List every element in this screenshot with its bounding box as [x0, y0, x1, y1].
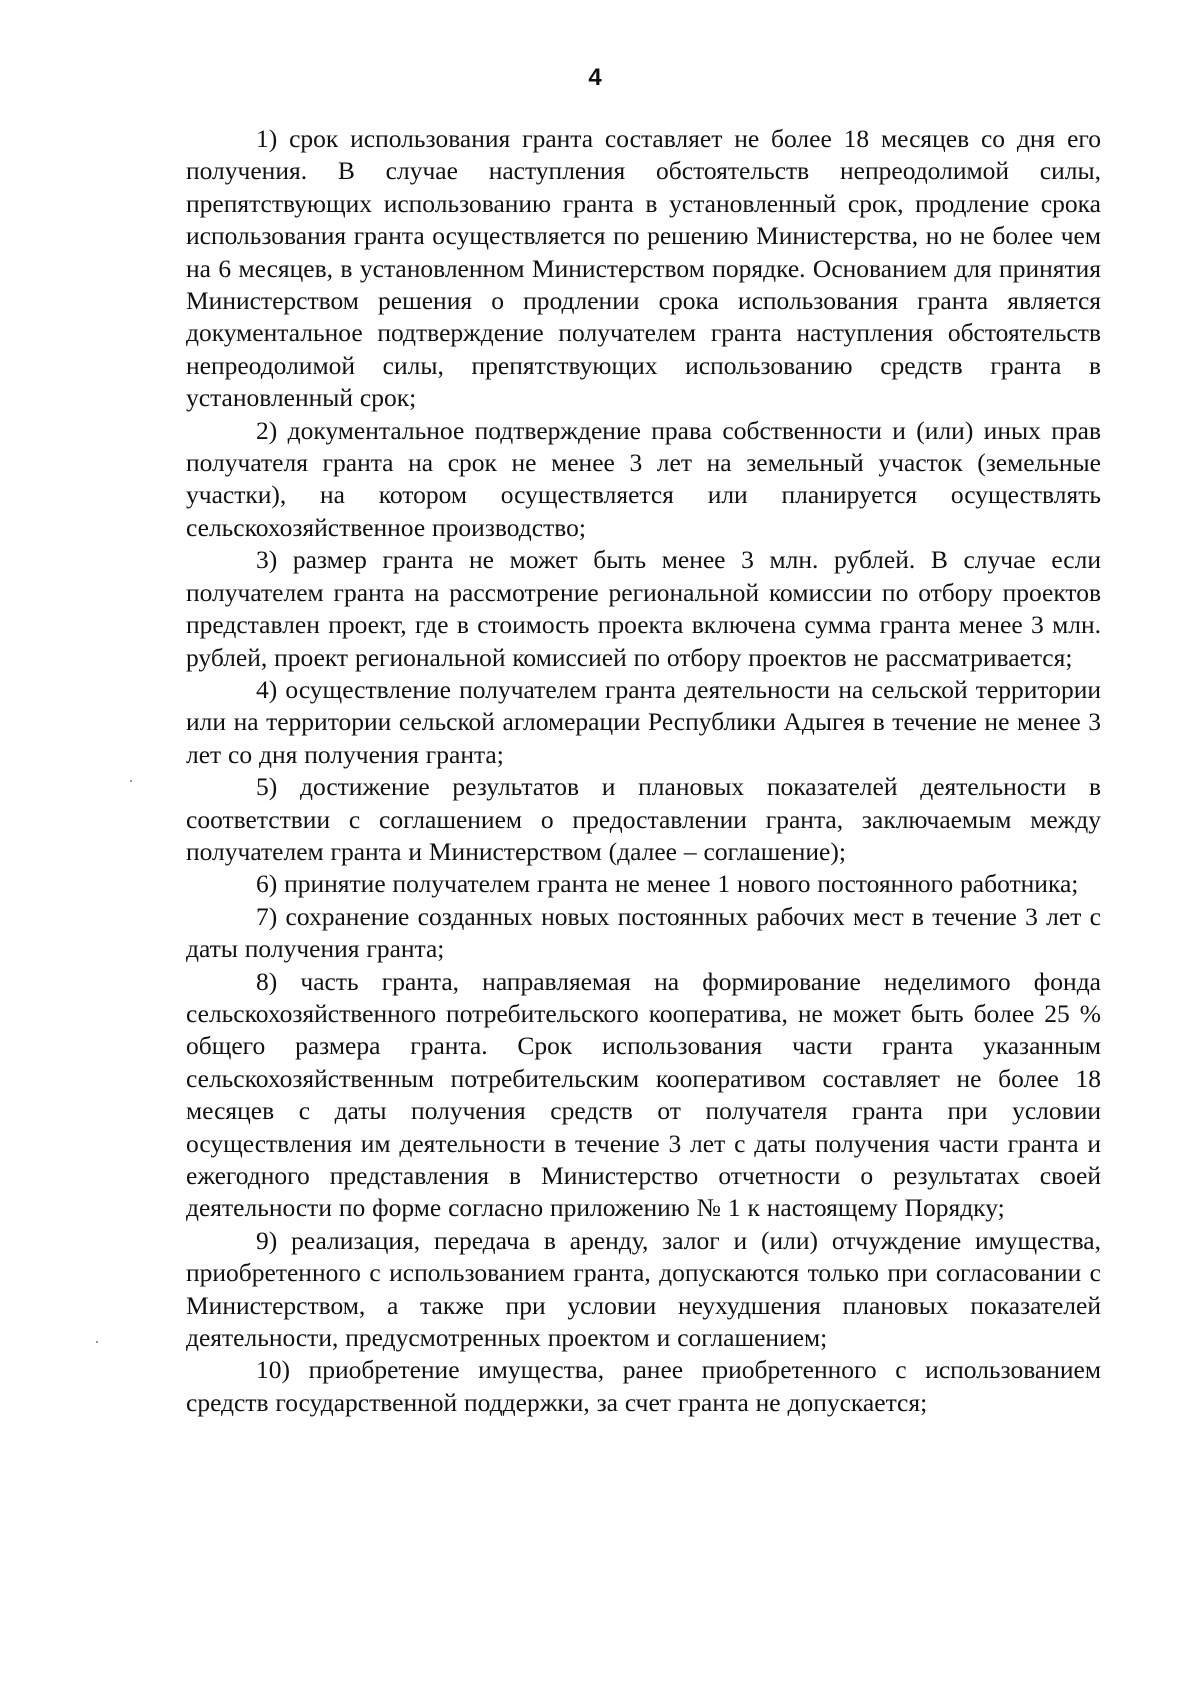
- list-item-4: 4) осуществление получателем гранта деятельности на сельской территории или на территории сельской агломерации Республики Адыгея в течение не менее 3 лет со дня получения гранта;: [186, 674, 1101, 769]
- list-item-10: 10) приобретение имущества, ранее приобретенного с использованием средств государственной поддержки, за счет гранта не допускается;: [186, 1355, 1101, 1417]
- page-number: 4: [588, 64, 602, 91]
- list-item-5: 5) достижение результатов и плановых показателей деятельности в соответствии с соглашением о предоставлении гранта, заключаемым между получателем гранта и Министерством (далее – соглашение);: [186, 772, 1101, 866]
- list-item-9: 9) реализация, передача в аренду, залог и (или) отчуждение имущества, приобретенного с использованием гранта, допускаются только при согласовании с Министерством, а также при условии неухудшения плановых показателей деятельности, предусмотренных проектом и соглашением;: [186, 1225, 1101, 1353]
- list-item-2: 2) документальное подтверждение права собственности и (или) иных прав получателя гранта на срок не менее 3 лет на земельный участок (земельные участки), на котором осуществляется или планируется осуществлять сельскохозяйственное производство;: [186, 415, 1101, 542]
- list-item-1: 1) срок использования гранта составляет не более 18 месяцев со дня его получения. В случае наступления обстоятельств непреодолимой силы, препятствующих использованию гранта в установленный срок, продление срока использования гранта осуществляется по решению Министерства, но не более чем на 6 месяцев, в установленном Министерством порядке. Основанием для принятия Министерством решения о продлении срока использования гранта является документальное подтверждение получателем гранта наступления обстоятельств непреодолимой силы, препятствующих использованию средств гранта в установленный срок;: [186, 124, 1101, 413]
- list-item-3: 3) размер гранта не может быть менее 3 млн. рублей. В случае если получателем гранта на рассмотрение региональной комиссии по отбору проектов представлен проект, где в стоимость проекта включена сумма гранта менее 3 млн. рублей, проект региональной комиссией по отбору проектов не рассматривается;: [186, 545, 1101, 672]
- list-item-7: 7) сохранение созданных новых постоянных рабочих мест в течение 3 лет с даты получения гранта;: [186, 901, 1101, 964]
- document-body: [186, 123, 1101, 1419]
- scan-speck: [96, 1341, 98, 1343]
- list-item-8: 8) часть гранта, направляемая на формирование неделимого фонда сельскохозяйственного потребительского кооператива, не может быть более 25 % общего размера гранта. Срок использования части гранта указанным сельскохозяйственным потребительским кооперативом составляет не более 18 месяцев с даты получения средств от получателя гранта при условии осуществления им деятельности в течение 3 лет с даты получения части гранта и ежегодного представления в Министерство отчетности о результатах своей деятельности по форме согласно приложению № 1 к настоящему Порядку;: [186, 966, 1101, 1223]
- scan-speck: [130, 780, 132, 782]
- list-item-6: 6) принятие получателем гранта не менее 1 нового постоянного работника;: [256, 869, 1079, 899]
